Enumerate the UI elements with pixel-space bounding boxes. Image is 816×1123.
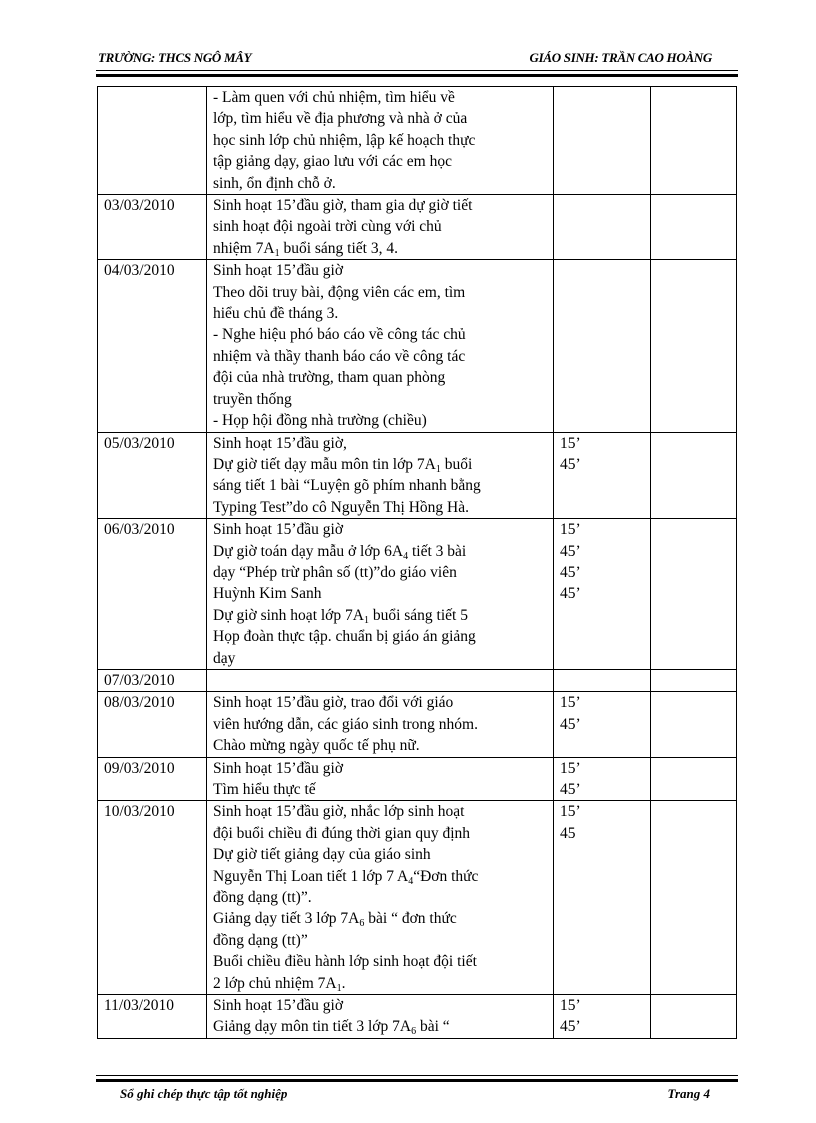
log-content-line: 2 lớp chủ nhiệm $7A_1$.: [213, 974, 346, 994]
log-content-cell: [207, 432, 554, 519]
log-content-line: Tìm hiểu thực tế: [213, 781, 316, 798]
log-content-line: Sinh hoạt 15’đầu giờ: [213, 997, 344, 1015]
log-content-line: sáng tiết 1 bài “Luyện gõ phím nhanh bằng: [213, 477, 481, 495]
log-time-cell: [554, 692, 651, 757]
log-content-line: sinh hoạt đội ngoài trời cùng với chủ: [213, 218, 442, 236]
log-note-cell: [651, 692, 737, 757]
header-rule-thick: [96, 74, 738, 77]
header-school: TRƯỜNG: THCS NGÔ MÂY: [98, 50, 252, 65]
log-content-line: học sinh lớp chủ nhiệm, lập kế hoạch thực: [213, 131, 476, 149]
log-note-cell: [651, 195, 737, 260]
log-time-cell: [554, 757, 651, 801]
log-time-value: 15’: [560, 759, 581, 777]
log-row: [98, 432, 737, 519]
log-content-line: sinh, ổn định chỗ ở.: [213, 174, 336, 192]
log-content-line: Sinh hoạt 15’đầu giờ: [213, 262, 344, 280]
header-rule-thin: [96, 70, 738, 71]
log-row: [98, 692, 737, 757]
log-time-value: 15’: [560, 694, 581, 712]
log-content-line: Sinh hoạt 15’đầu giờ,: [213, 434, 347, 452]
log-content-line: Typing Test”do cô Nguyễn Thị Hồng Hà.: [213, 498, 469, 516]
log-time-value: 45’: [560, 715, 581, 733]
log-note-cell: [651, 432, 737, 519]
log-date-cell: 04/03/2010: [98, 260, 207, 432]
log-content-line: truyền thống: [213, 390, 292, 408]
log-body: [98, 87, 737, 1039]
log-date-cell: [98, 87, 207, 195]
footer-rule-thick: [96, 1079, 738, 1082]
log-content-line: Chào mừng ngày quốc tế phụ nữ.: [213, 737, 420, 755]
log-date-cell: 03/03/2010: [98, 195, 207, 260]
log-content-line: Nguyễn Thị Loan tiết 1 lớp 7 $A_4“Đơn$ thức: [213, 867, 479, 887]
log-content-line: Dự giờ tiết giảng dạy của giáo sinh: [213, 846, 431, 864]
log-content-line: Huỳnh Kim Sanh: [213, 585, 322, 603]
log-date-cell: 06/03/2010: [98, 519, 207, 670]
log-date-cell: 08/03/2010: [98, 692, 207, 757]
log-time-value: 15’: [560, 434, 581, 452]
log-time-value: 45’: [560, 1018, 581, 1036]
log-time-cell: [554, 195, 651, 260]
log-content-line: viên hướng dẫn, các giáo sinh trong nhóm.: [213, 715, 478, 733]
log-content-cell: [207, 519, 554, 670]
log-note-cell: [651, 801, 737, 995]
log-time-cell: [554, 669, 651, 691]
log-date-cell: 05/03/2010: [98, 432, 207, 519]
log-note-cell: [651, 87, 737, 195]
log-content-line: Họp đoàn thực tập. chuẩn bị giáo án giảng: [213, 628, 476, 646]
footer-rule-thin: [96, 1075, 738, 1076]
log-time-value: 45’: [560, 455, 581, 473]
log-time-cell: [554, 801, 651, 995]
log-date-cell: 10/03/2010: [98, 801, 207, 995]
log-content-line: Buổi chiều điều hành lớp sinh hoạt đội tiết: [213, 953, 477, 971]
log-content-cell: [207, 669, 554, 691]
log-time-cell: [554, 432, 651, 519]
log-content-line: Dự giờ toán dạy mẫu ở lớp $6A_4$ tiết 3 bài: [213, 542, 467, 562]
log-time-value: 15’: [560, 803, 581, 821]
log-time-value: 45: [560, 824, 576, 842]
log-time-value: 45’: [560, 563, 581, 581]
log-row: [98, 519, 737, 670]
log-row: [98, 757, 737, 801]
log-row: [98, 801, 737, 995]
log-content-line: Sinh hoạt 15’đầu giờ, nhắc lớp sinh hoạt: [213, 803, 465, 821]
log-content-line: đồng dạng (tt)”.: [213, 889, 312, 907]
log-note-cell: [651, 260, 737, 432]
log-content-line: - Nghe hiệu phó báo cáo về công tác chủ: [213, 326, 466, 344]
log-note-cell: [651, 995, 737, 1039]
log-time-cell: [554, 519, 651, 670]
header-student-teacher: GIÁO SINH: TRẦN CAO HOÀNG: [529, 50, 712, 65]
log-row: [98, 669, 737, 691]
log-time-value: 45’: [560, 542, 581, 560]
log-time-cell: [554, 995, 651, 1039]
log-content-cell: [207, 260, 554, 432]
log-content-line: đồng dạng (tt)”: [213, 931, 308, 949]
log-note-cell: [651, 519, 737, 670]
log-content-line: Sinh hoạt 15’đầu giờ, tham gia dự giờ tiết: [213, 197, 473, 215]
log-note-cell: [651, 669, 737, 691]
log-content-line: đội buổi chiều đi đúng thời gian quy định: [213, 824, 471, 842]
log-content-line: nhiệm $7A_1$ buổi sáng tiết 3, 4.: [213, 239, 398, 259]
log-time-value: 45’: [560, 781, 581, 798]
log-time-cell: [554, 260, 651, 432]
log-content-line: tập giảng dạy, giao lưu với các em học: [213, 153, 452, 171]
log-content-line: - Làm quen với chủ nhiệm, tìm hiểu về: [213, 89, 455, 106]
log-content-line: dạy “Phép trừ phân số (tt)”do giáo viên: [213, 563, 457, 581]
log-time-value: 45’: [560, 585, 581, 603]
log-row: [98, 195, 737, 260]
log-time-cell: [554, 87, 651, 195]
log-note-cell: [651, 757, 737, 801]
log-content-line: Giảng dạy tiết 3 lớp $7A_6$ bài “ đơn thức: [213, 910, 457, 930]
log-date-cell: 09/03/2010: [98, 757, 207, 801]
log-date-cell: 11/03/2010: [98, 995, 207, 1039]
log-content-cell: [207, 87, 554, 195]
log-content-cell: [207, 995, 554, 1039]
log-content-line: Sinh hoạt 15’đầu giờ: [213, 521, 344, 539]
log-time-value: 15’: [560, 997, 581, 1015]
log-date-cell: 07/03/2010: [98, 669, 207, 691]
log-row: [98, 87, 737, 195]
log-content-line: Giảng dạy môn tin tiết 3 lớp $7A_6$ bài “: [213, 1018, 450, 1038]
log-content-line: Dự giờ sinh hoạt lớp $7A_1$ buổi sáng tiết 5: [213, 606, 468, 626]
log-content-line: dạy: [213, 649, 236, 667]
log-row: [98, 260, 737, 432]
log-content-cell: [207, 692, 554, 757]
log-content-line: Dự giờ tiết dạy mẫu môn tin lớp $7A_1$ buổi: [213, 455, 473, 475]
practicum-log-table: [97, 86, 737, 1039]
log-content-line: - Họp hội đồng nhà trường (chiều): [213, 412, 427, 430]
log-content-line: nhiệm và thầy thanh báo cáo về công tác: [213, 347, 466, 365]
log-content-cell: [207, 757, 554, 801]
log-row: [98, 995, 737, 1039]
footer-title: Sổ ghi chép thực tập tốt nghiệp: [120, 1086, 288, 1101]
log-content-line: Theo dõi truy bài, động viên các em, tìm: [213, 283, 466, 301]
log-content-line: Sinh hoạt 15’đầu giờ: [213, 759, 344, 777]
log-content-line: hiểu chủ đề tháng 3.: [213, 305, 339, 323]
log-content-cell: [207, 801, 554, 995]
log-content-cell: [207, 195, 554, 260]
log-content-line: đội của nhà trường, tham quan phòng: [213, 369, 446, 387]
log-content-line: Sinh hoạt 15’đầu giờ, trao đổi với giáo: [213, 694, 454, 712]
log-content-line: lớp, tìm hiểu về địa phương và nhà ở của: [213, 110, 468, 128]
log-time-value: 15’: [560, 521, 581, 539]
footer-page-number: Trang 4: [667, 1086, 710, 1101]
